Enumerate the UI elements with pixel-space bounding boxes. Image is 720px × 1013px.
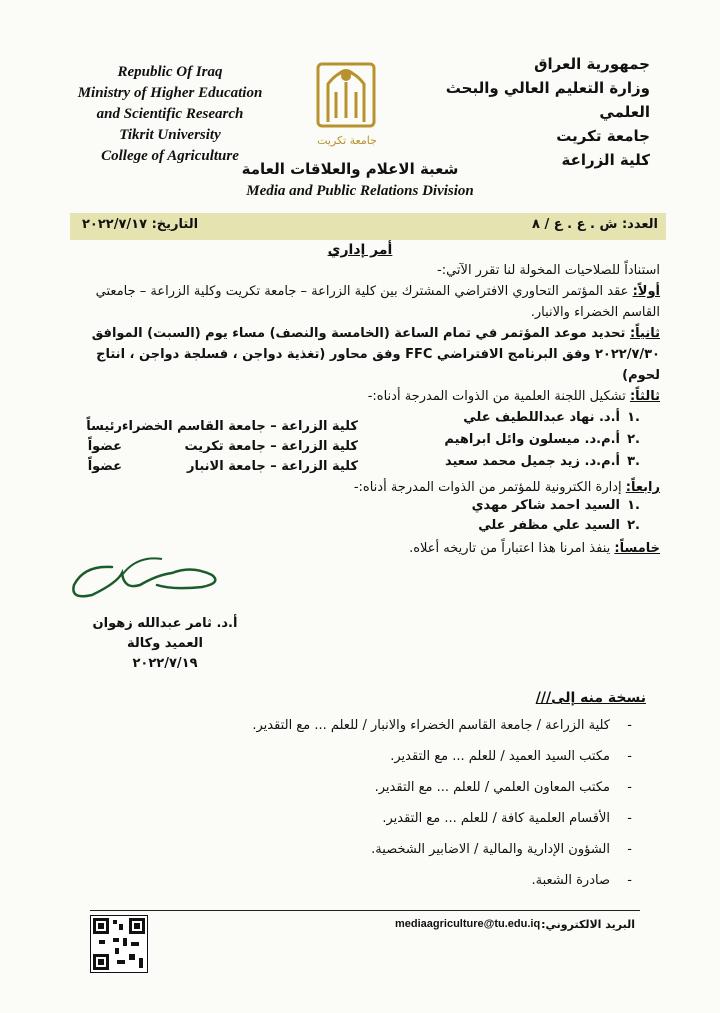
ministry-en-2: and Scientific Research — [96, 106, 244, 122]
committee-num-1: ١. — [627, 410, 640, 425]
handwritten-signature — [62, 545, 242, 615]
committee-name-3: أ.م.د. زيد جميل محمد سعيد — [444, 454, 620, 469]
fifth-label: خامساً: — [614, 541, 660, 556]
fifth-text: ينفذ امرنا هذا اعتباراً من تاريخه أعلاه. — [409, 541, 615, 556]
signatory-name: أ.د. ثامر عبدالله زهوان — [92, 616, 238, 631]
signatory-block — [90, 614, 240, 674]
division-ar: شعبة الاعلام والعلاقات العامة — [241, 160, 459, 178]
third-text: تشكيل اللجنة العلمية من الذوات المدرجة أدناه:- — [367, 389, 630, 404]
college-ar: كلية الزراعة — [561, 151, 650, 169]
country-ar: جمهورية العراق — [534, 55, 650, 73]
copies-list — [160, 718, 610, 904]
committee-role-3: عضواً — [87, 459, 122, 474]
footer-email[interactable]: mediaagriculture@tu.edu.iq — [395, 918, 541, 930]
svg-text:جامعة تكريت: جامعة تكريت — [317, 134, 377, 147]
reference-bar — [70, 213, 666, 240]
signatory-title: العميد وكالة — [126, 636, 204, 651]
footer-rule — [90, 910, 640, 911]
university-en: Tikrit University — [119, 127, 221, 143]
ministry-ar: وزارة التعليم العالي والبحث العلمي — [445, 79, 650, 121]
admin-num-1: ١. — [627, 498, 640, 513]
admin-num-2: ٢. — [627, 518, 640, 533]
university-ar: جامعة تكريت — [556, 127, 650, 145]
committee-affil-1: كلية الزراعة – جامعة القاسم الخضراء — [121, 419, 358, 434]
qr-code — [90, 915, 148, 973]
committee-affil-2: كلية الزراعة – جامعة تكريت — [184, 439, 358, 454]
order-title: أمر إداري — [327, 242, 393, 258]
college-en: College of Agriculture — [101, 148, 239, 164]
committee-name-2: أ.م.د. ميسلون وائل ابراهيم — [444, 432, 620, 447]
committee-role-1: رئيساً — [86, 419, 122, 434]
copies-heading: نسخة منه إلى/// — [535, 690, 646, 706]
committee-name-1: أ.د. نهاد عبداللطيف علي — [463, 410, 620, 425]
fourth-text: إدارة الكترونية للمؤتمر من الذوات المدرجة أدناه:- — [353, 480, 626, 495]
first-text: عقد المؤتمر التحاوري الافتراضي المشترك بين كلية الزراعة – جامعة تكريت وكلية الزراعة – جامعتي القاسم الخضراء والانبار. — [95, 284, 660, 320]
division-en: Media and Public Relations Division — [246, 183, 474, 199]
signature-date: ٢٠٢٢/٧/١٩ — [132, 656, 198, 671]
second-text: تحديد موعد المؤتمر في تمام الساعة (الخامسة والنصف) مساء يوم (السبت) الموافق ٢٠٢٢/٧/٣٠ وفق البرنامج الافتراضي FFC وفق محاور (تغذية دواجن ، فسلجة دواجن ، انتاج لحوم) — [91, 326, 660, 383]
item-first — [60, 281, 660, 323]
ref-date: التاريخ: ٢٠٢٢/٧/١٧ — [82, 217, 199, 232]
list-item: مكتب المعاون العلمي / للعلم ... مع التقدير. - — [160, 780, 610, 795]
list-item: صادرة الشعبة. - — [160, 873, 610, 888]
committee-affil-3: كلية الزراعة – جامعة الانبار — [187, 459, 358, 474]
third-label: ثالثاً: — [629, 389, 660, 404]
item-fourth — [60, 477, 660, 498]
admin-name-1: السيد احمد شاكر مهدي — [471, 498, 620, 513]
list-item: الأقسام العلمية كافة / للعلم ... مع التقدير. - — [160, 811, 610, 826]
committee-role-2: عضواً — [87, 439, 122, 454]
fourth-label: رابعاً: — [625, 480, 660, 495]
committee-num-3: ٣. — [627, 454, 640, 469]
list-item: كلية الزراعة / جامعة القاسم الخضراء والانبار / للعلم ... مع التقدير. - — [160, 718, 610, 733]
item-third — [60, 386, 660, 407]
header-arabic — [410, 52, 650, 172]
footer-email-label: البريد الالكتروني: — [541, 918, 635, 931]
ministry-en: Ministry of Higher Education — [77, 85, 263, 101]
second-label: ثانياً: — [629, 326, 660, 341]
admin-name-2: السيد علي مظفر علي — [478, 518, 620, 533]
committee-num-2: ٢. — [627, 432, 640, 447]
order-intro: استناداً للصلاحيات المخولة لنا تقرر الآتي:- — [437, 263, 660, 278]
list-item: الشؤون الإدارية والمالية / الاضابير الشخصية. - — [160, 842, 610, 857]
list-item: مكتب السيد العميد / للعلم ... مع التقدير. - — [160, 749, 610, 764]
header-english — [55, 62, 285, 167]
ref-number: العدد: ش . ع . ع / ٨ — [532, 217, 658, 232]
country-en: Republic Of Iraq — [117, 64, 223, 80]
item-second — [60, 323, 660, 386]
university-logo — [308, 52, 386, 150]
first-label: أولاً: — [632, 284, 660, 299]
